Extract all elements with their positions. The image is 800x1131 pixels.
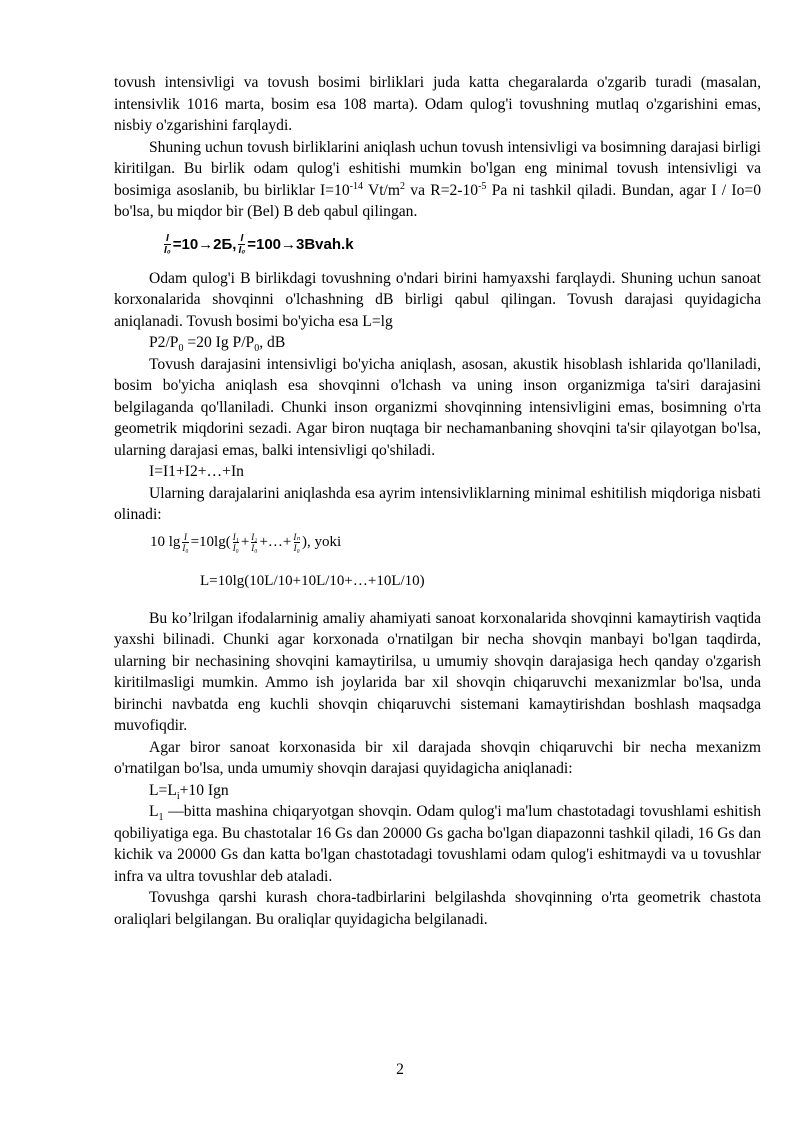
paragraph: $L_1$ —bitta mashina chiqaryotgan shovqin. Odam qulog'i ma'lum chastotadagi tovushlami eshitish qobiliyatiga ega. Bu chastotalar 16 Gs dan 20000 Gs gacha bo'lgan diapazonni tashkil qiladi, 16 Gs dan kichik va 20000 Gs dan katta bo'lgan chastotadagi tovushlami odam qulog'i eshitmaydi va u tovushlar infra va ultra tovushlar deb ataladi. — [114, 803, 761, 885]
document-body — [114, 72, 761, 930]
superscript: -5 — [478, 180, 487, 192]
paragraph: Bu ko’lrilgan ifodalarninig amaliy ahamiyati sanoat korxonalarida shovqinni kamaytirish vaqtida yaxshi bilinadi. Chunki agar korxonada o'rnatilgan bir necha shovqin manbayi bo'lgan taqdirda, ularning bir nechasining shovqini kamaytirilsa, u umumiy shovqin darajasiga hech qanday o'zgarish kiritilmasligi mumkin. Ammo ish joylarida bar xil shovqin chiqaruvchi mexanizmlar bo'lsa, unda birinchi navbatda eng kuchli shovqin chiqaruvchi sistemani kamaytirishdan boshlash maqsadga muvofiqdir. — [114, 609, 761, 734]
paragraph — [114, 137, 761, 223]
paragraph: Tovush darajasini intensivligi bo'yicha aniqlash, asosan, akustik hisoblash ishlarida qo'llaniladi, bosim bo'yicha aniqlash esa shovqinni o'lchash va uning inson organizmiga ta'siri darajasini belgilaganda qo'llaniladi. Chunki inson organizmi shovqinning intensivligini emas, bosimning o'rta geometrik miqdorini sezadi. Agar biron nuqtaga bir nechamanbaning shovqini ta'sir qilayotgan bo'lsa, ularning darajasi emas, balki intensivligi qo'shiladi. — [114, 355, 761, 459]
equation-line: I=I1+I2+…+In — [149, 463, 244, 480]
fraction: $\frac{I}{\text{I₀}}$ — [164, 233, 171, 256]
formula-level-log: L=10lg(10L/10+10L/10+…+10L/10) — [200, 572, 425, 589]
equation-line: $P2/P_0 =20$ Ig $P/P_0$, dB — [149, 334, 286, 355]
fraction: $\frac{I}{\text{I₀}}$ — [238, 233, 246, 256]
formula-bel — [162, 228, 761, 262]
paragraph: Odam qulog'i B birlikdagi tovushning o'ndari birini hamyaxshi farqlaydi. Shuning uchun sanoat korxonalarida shovqinni o'lchashning dB birligi qabul qilingan. Tovush darajasi quyidagicha aniqlanadi. Tovush bosimi bo'yicha esa L=lg — [114, 269, 761, 330]
text: Shuning uchun tovush birliklarini aniqlash uchun tovush intensivligi va bosimning darajasi birligi kiritilgan. Bu birlik odam qulog'i eshitishi mumkin bo'lgan eng minimal tovush intensivligi va bosimiga asoslanib, bu birliklar I=10 — [114, 138, 761, 199]
superscript: -14 — [349, 180, 363, 192]
formula-part: =100→3Bvah.k — [247, 235, 354, 253]
text: Vt/m — [362, 181, 401, 199]
paragraph: tovush intensivligi va tovush bosimi birliklari juda katta chegaralarda o'zgarib turadi (masalan, intensivlik 1016 marta, bosim esa 108 marta). Odam qulog'i tovushning mutlaq o'zgarishini emas, nisbiy o'zgarishini farqlaydi. — [114, 74, 761, 134]
paragraph: Ularning darajalarini aniqlashda esa ayrim intensivliklarning minimal eshitilish miqdoriga nisbati olinadi: — [114, 484, 761, 523]
text: Pa ni tashkil qiladi. Bundan, agar I / Io=0 bo'lsa, bu miqdor bir (Bel) B deb qabul qilingan. — [114, 181, 761, 220]
formula-part: =10→2Б, — [172, 235, 237, 253]
paragraph: Agar biror sanoat korxonasida bir xil darajada shovqin chiqaruvchi bir necha mexanizm o'rnatilgan bo'lsa, unda umumiy shovqin darajasi quyidagicha aniqlanadi: — [114, 738, 761, 777]
page-number: 2 — [396, 1061, 404, 1078]
equation-line: $L=L_i+10$ Ign — [149, 781, 229, 802]
formula-level-sum: 10 lg $\frac{I}{\text{I₀}}$ =10lg( $\frac{\text{I₁}}{\text{I₀}}$ + $\frac{\text{I₂}}{\text{I₀}}$ +…+ $\frac{\text{Iₙ}}{\text{I₀}}$ ), yoki — [150, 532, 342, 553]
text: va R=2-10 — [405, 181, 479, 199]
superscript: 2 — [400, 180, 406, 192]
paragraph: Tovushga qarshi kurash chora-tadbirlarini belgilashda shovqinning o'rta geometrik chastota oraliqlari belgilangan. Bu oraliqlar quyidagicha belgilanadi. — [114, 889, 761, 928]
